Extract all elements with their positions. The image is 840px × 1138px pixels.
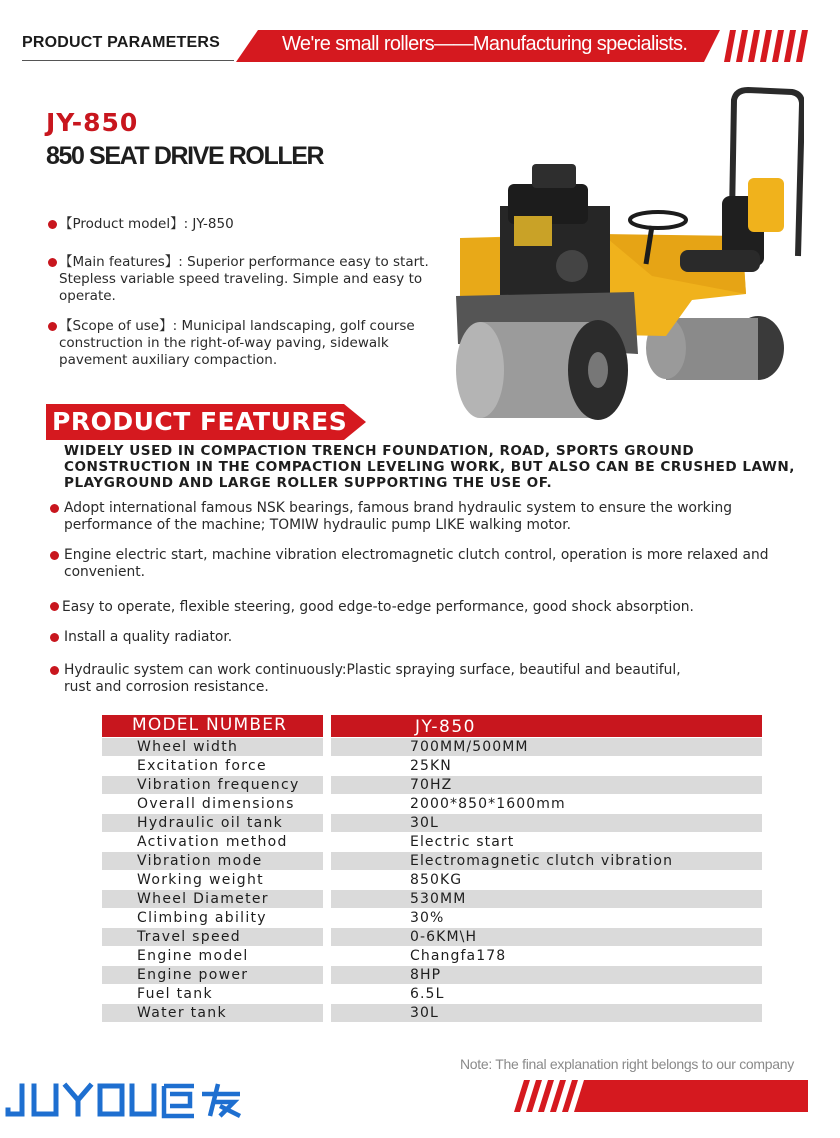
bullet-dot [50, 551, 59, 560]
spec-row [102, 738, 762, 757]
spec-label: Hydraulic oil tank [137, 815, 284, 831]
spec-row [102, 776, 762, 795]
spec-row [102, 985, 762, 1004]
spec-label: Engine power [137, 967, 249, 983]
spec-row [102, 757, 762, 776]
feature-item: Hydraulic system can work continuously:Plastic spraying surface, beautiful and beautiful, rust and corrosion resistance. [64, 662, 681, 695]
spec-value: 6.5L [410, 986, 445, 1002]
spec-row [102, 852, 762, 871]
model-number-label: MODEL NUMBER [132, 715, 288, 735]
spec-value: 2000*850*1600mm [410, 796, 566, 812]
header-cell-label [102, 715, 323, 737]
spec-value: 30% [410, 910, 445, 926]
spec-label: Travel speed [137, 929, 241, 945]
spec-label: Working weight [137, 872, 264, 888]
spec-value: Changfa178 [410, 948, 507, 964]
bullet-dot [50, 504, 59, 513]
features-intro: WIDELY USED IN COMPACTION TRENCH FOUNDATION, ROAD, SPORTS GROUND CONSTRUCTION IN THE COMPACTION LEVELING WORK, BUT ALSO CAN BE CRUSHED LAWN, PLAYGROUND AND LARGE ROLLER SUPPORTING THE USE OF. [64, 443, 795, 491]
bullet-dot [48, 322, 57, 331]
spec-row [102, 1004, 762, 1023]
bullet-dot [50, 602, 59, 611]
spec-row [102, 795, 762, 814]
feature-item: Easy to operate, flexible steering, good edge-to-edge performance, good shock absorption. [62, 599, 694, 615]
spec-table-header [102, 715, 762, 737]
spec-value: 530MM [410, 891, 467, 907]
spec-value: 30L [410, 1005, 439, 1021]
spec-value: Electromagnetic clutch vibration [410, 853, 674, 869]
feature-item: Adopt international famous NSK bearings, famous brand hydraulic system to ensure the working performance of the machine; TOMIW hydraulic pump LIKE walking motor. [64, 500, 732, 533]
spec-label: Vibration frequency [137, 777, 300, 793]
spec-row [102, 928, 762, 947]
overview-scope: 【Scope of use】: Municipal landscaping, golf course construction in the right-of-way paving, sidewalk pavement auxiliary compaction. [59, 318, 415, 368]
spec-value: 8HP [410, 967, 442, 983]
spec-label: Activation method [137, 834, 288, 850]
feature-item: Install a quality radiator. [64, 629, 233, 645]
spec-label: Climbing ability [137, 910, 267, 926]
spec-row [102, 814, 762, 833]
seat-drive-roller-image [452, 86, 804, 432]
spec-label: Wheel width [137, 739, 239, 755]
product-name: 850 SEAT DRIVE ROLLER [46, 142, 324, 170]
model-number-value: JY-850 [415, 717, 476, 737]
bullet-dot [50, 666, 59, 675]
spec-row [102, 871, 762, 890]
spec-value: 25KN [410, 758, 452, 774]
spec-label: Engine model [137, 948, 249, 964]
spec-label: Vibration mode [137, 853, 263, 869]
spec-value: 30L [410, 815, 439, 831]
spec-value: 700MM/500MM [410, 739, 529, 755]
bullet-dot [48, 258, 57, 267]
tagline-text: We're small rollers——Manufacturing specialists. [282, 33, 688, 55]
bullet-dot [50, 633, 59, 642]
spec-value: Electric start [410, 834, 515, 850]
section-title: PRODUCT PARAMETERS [22, 34, 220, 51]
spec-value: 850KG [410, 872, 463, 888]
spec-value: 70HZ [410, 777, 453, 793]
bullet-dot [48, 220, 57, 229]
juyou-logo [4, 1080, 244, 1120]
footer-note: Note: The final explanation right belongs to our company [460, 1056, 794, 1072]
spec-row [102, 890, 762, 909]
spec-label: Water tank [137, 1005, 227, 1021]
spec-row [102, 833, 762, 852]
features-title: PRODUCT FEATURES [52, 407, 348, 436]
spec-row [102, 909, 762, 928]
spec-value: 0-6KM\H [410, 929, 478, 945]
header-cell-value [331, 715, 762, 737]
spec-label: Overall dimensions [137, 796, 295, 812]
overview-model: 【Product model】: JY-850 [59, 216, 234, 232]
overview-main-features: 【Main features】: Superior performance easy to start. Stepless variable speed traveling. Simple and easy to operate. [59, 254, 429, 304]
feature-item: Engine electric start, machine vibration electromagnetic clutch control, operation is more relaxed and convenient. [64, 547, 769, 580]
spec-label: Wheel Diameter [137, 891, 269, 907]
title-underline [22, 60, 234, 61]
spec-label: Fuel tank [137, 986, 213, 1002]
model-title: JY-850 [46, 108, 139, 137]
spec-row [102, 947, 762, 966]
spec-label: Excitation force [137, 758, 267, 774]
header-stripes-decoration [724, 30, 808, 62]
spec-row [102, 966, 762, 985]
footer-stripes-decoration [514, 1080, 808, 1112]
